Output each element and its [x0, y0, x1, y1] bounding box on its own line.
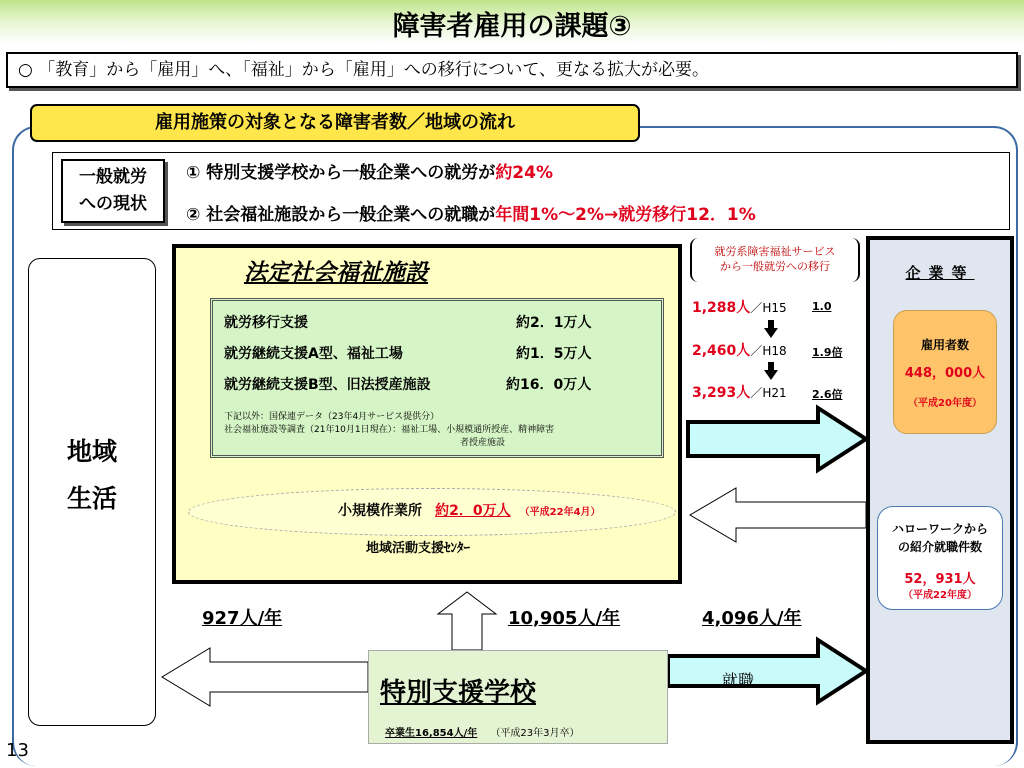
transition-ratio: 2.6倍: [812, 388, 843, 401]
employed-date: （平成20年度）: [908, 398, 982, 409]
small-workshop-value: 約2．0万人: [435, 503, 511, 519]
transition-ratio: 1.0: [812, 300, 832, 313]
status-item-1: [186, 158, 553, 183]
transition-bracket: [690, 238, 860, 282]
community-center: 地域活動支援ｾﾝﾀｰ: [366, 541, 471, 556]
transition-year: H21: [762, 386, 787, 400]
school-graduates-count: 卒業生16,854人/年: [385, 728, 478, 739]
service-value: 約1．5万人: [516, 346, 592, 362]
transition-year: H15: [762, 301, 787, 315]
small-workshop-date: （平成22年4月）: [519, 507, 601, 518]
facility-note-2: 社会福祉施設等調査（21年10月1日現在）：福祉工場、小規模通所授産、精神障害: [224, 425, 555, 435]
transition-bracket-line2: から一般就労への移行: [720, 260, 830, 273]
transition-row: 2,460人／H18: [692, 343, 787, 359]
school-title: 特別支援学校: [380, 678, 537, 708]
transition-year: H18: [762, 344, 787, 358]
facility-title: 法定社会福祉施設: [244, 260, 428, 286]
status-item-1-value: 約24%: [495, 163, 554, 183]
transition-bracket-line1: 就労系障害福祉サービス: [714, 245, 836, 258]
down-arrow-icon: [764, 362, 778, 380]
small-workshop-row: [338, 500, 601, 520]
service-name: 就労継続支援B型、旧法授産施設: [224, 377, 431, 393]
section-label: 雇用施策の対象となる障害者数／地域の流れ: [30, 104, 640, 142]
facility-to-region-arrow: [160, 648, 370, 706]
employment-label: 就職: [722, 671, 755, 690]
employed-value: 448，000人: [904, 366, 986, 381]
school-graduates: [385, 724, 580, 739]
school-to-company-arrow: [668, 638, 870, 704]
service-name: 就労継続支援A型、福祉工場: [224, 346, 403, 362]
transition-ratio: 1.9倍: [812, 346, 843, 359]
transition-count: 1,288人: [692, 300, 751, 316]
transition-count: 2,460人: [692, 343, 751, 359]
flow-to-company: 4,096人/年: [702, 608, 802, 629]
hellowork-date: （平成22年度）: [903, 590, 977, 601]
region-label-line1: 地域: [66, 437, 117, 466]
flow-to-region: 927人/年: [202, 608, 283, 629]
service-value: 約16．0万人: [506, 377, 592, 393]
service-name: 就労移行支援: [224, 315, 308, 331]
status-item-2-value: 年間1%～2%→就労移行12．1%: [495, 205, 756, 225]
transition-row: 3,293人／H21: [692, 385, 787, 401]
status-item-2-text: ② 社会福祉施設から一般企業への就職が: [186, 205, 496, 225]
company-to-facility-arrow: [688, 488, 868, 542]
facility-to-company-arrow: [688, 408, 870, 470]
facility-note-3: 者授産施設: [460, 438, 506, 448]
down-arrow-icon: [764, 320, 778, 338]
region-label-line2: 生活: [66, 484, 117, 513]
page-number: 13: [6, 740, 29, 761]
school-to-facility-arrow: [438, 592, 496, 650]
lead-text: ○ 「教育」から「雇用」へ、「福祉」から「雇用」への移行について、更なる拡大が必要。: [6, 52, 1018, 88]
flow-to-facility: 10,905人/年: [508, 608, 621, 629]
employed-label: 雇用者数: [920, 338, 969, 352]
hellowork-label-line1: ハローワークから: [891, 522, 988, 536]
school-graduates-date: （平成23年3月卒）: [490, 728, 580, 739]
service-value: 約2．1万人: [516, 315, 592, 331]
small-workshop-label: 小規模作業所: [338, 503, 422, 519]
company-title: 企業等: [905, 264, 975, 282]
page-title: 障害者雇用の課題③: [392, 11, 632, 42]
hellowork-label-line2: の紹介就職件数: [897, 540, 982, 554]
status-label: [61, 159, 165, 223]
status-item-2: [186, 200, 756, 225]
status-label-line1: 一般就労: [79, 167, 147, 187]
hellowork-value: 52，931人: [904, 572, 976, 587]
hellowork-label: [877, 520, 1003, 556]
facility-note-1: 下記以外：国保連データ（23年4月サービス提供分）: [224, 412, 440, 422]
transition-row: 1,288人／H15: [692, 300, 787, 316]
status-label-line2: への現状: [79, 194, 147, 214]
transition-count: 3,293人: [692, 385, 751, 401]
status-item-1-text: ① 特別支援学校から一般企業への就労が: [186, 163, 496, 183]
region-label: [28, 428, 156, 522]
